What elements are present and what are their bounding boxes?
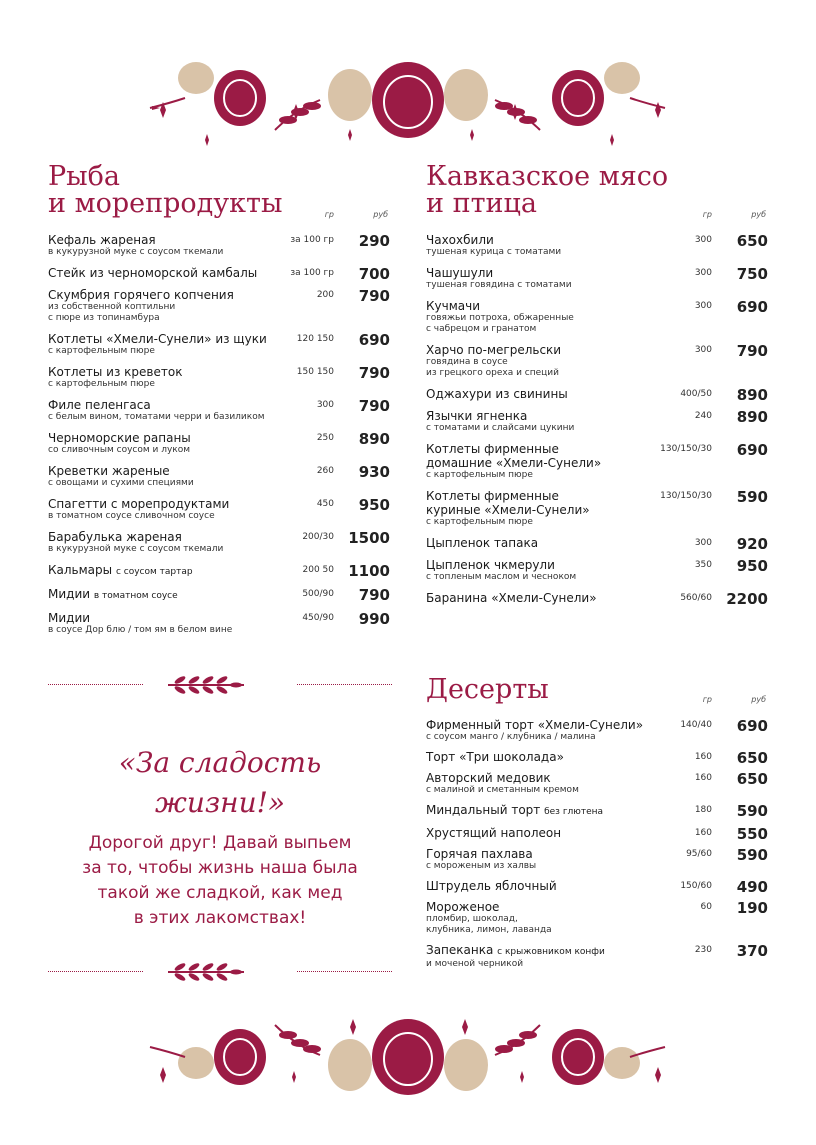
menu-item-desc: в кукурузной муке с соусом ткемали <box>48 544 224 554</box>
menu-item-desc: говяжьи потроха, обжаренные с чабрецом и гранатом <box>426 313 574 334</box>
menu-item-price: 1500 <box>348 529 390 547</box>
menu-item-price: 650 <box>736 749 768 767</box>
menu-item-title: Миндальный торт <box>426 803 541 817</box>
fish-unit-gr: гр <box>324 210 334 219</box>
menu-item-price: 790 <box>358 287 390 305</box>
menu-item-desc: с белым вином, томатами черри и базиликом <box>48 412 265 422</box>
menu-item-weight: 300 <box>316 400 334 410</box>
menu-item-weight: 60 <box>700 902 712 912</box>
fish-title-line1: Рыба <box>48 161 121 192</box>
menu-item-name <box>48 266 392 280</box>
menu-item-weight: 400/50 <box>680 389 712 399</box>
menu-item-price: 590 <box>736 802 768 820</box>
menu-item-title: Фирменный торт «Хмели-Сунели» <box>426 718 644 732</box>
menu-item <box>426 718 770 743</box>
menu-item-title: Котлеты из креветок <box>48 365 183 379</box>
menu-item-title: Кучмачи <box>426 299 481 313</box>
menu-item-title: Харчо по-мегрельски <box>426 343 562 357</box>
menu-item-weight: 500/90 <box>302 589 334 599</box>
menu-item-name <box>426 536 770 550</box>
menu-item-price: 790 <box>358 364 390 382</box>
menu-item-weight: 560/60 <box>680 593 712 603</box>
menu-item-price: 890 <box>736 386 768 404</box>
menu-item-price: 690 <box>736 298 768 316</box>
menu-item-weight: 95/60 <box>686 849 712 859</box>
menu-item-name <box>426 826 770 840</box>
menu-item-price: 890 <box>358 430 390 448</box>
menu-item-title: Цыпленок тапака <box>426 536 539 550</box>
menu-item <box>426 825 770 843</box>
menu-item-weight: 200 <box>316 290 334 300</box>
menu-item-price: 790 <box>358 397 390 415</box>
desserts-unit-gr: гр <box>702 695 712 704</box>
menu-item-title: Чашушули <box>426 266 494 280</box>
menu-item-name <box>48 431 392 445</box>
menu-item-desc: тушеная говядина с томатами <box>426 280 572 290</box>
menu-item-name <box>426 299 770 313</box>
menu-item-weight: 180 <box>694 805 712 815</box>
menu-item-price: 990 <box>358 610 390 628</box>
menu-item-name <box>426 489 770 517</box>
menu-item-desc: в соусе Дор блю / том ям в белом вине <box>48 625 233 635</box>
menu-item-name <box>48 497 392 511</box>
menu-item-desc: с картофельным пюре <box>426 470 533 480</box>
menu-item-title: Язычки ягненка <box>426 409 528 423</box>
menu-item-desc: с мороженым из халвы <box>426 861 537 871</box>
menu-item-weight: 140/40 <box>680 720 712 730</box>
menu-item-weight: 230 <box>694 945 712 955</box>
menu-item <box>426 803 770 819</box>
menu-item-title: Филе пеленгаса <box>48 398 151 412</box>
menu-item-price: 490 <box>736 878 768 896</box>
menu-item-title: Штрудель яблочный <box>426 879 557 893</box>
menu-item-name <box>48 288 392 302</box>
menu-item-weight: 120 150 <box>296 334 334 344</box>
menu-item-weight: 300 <box>694 268 712 278</box>
menu-item-price: 1100 <box>348 562 390 580</box>
menu-item-title: Барабулька жареная <box>48 530 182 544</box>
pomegranate-icon <box>178 1019 640 1095</box>
menu-item-price: 2200 <box>726 590 768 608</box>
menu-item-title: Кефаль жареная <box>48 233 156 247</box>
menu-item-desc: с топленым маслом и чесноком <box>426 572 577 582</box>
menu-item <box>48 265 392 283</box>
menu-item-price: 590 <box>736 846 768 864</box>
menu-item <box>426 386 770 404</box>
menu-item-weight: 200/30 <box>302 532 334 542</box>
quote-text-line1: Дорогой друг! Давай выпьем <box>88 833 352 853</box>
menu-item <box>426 749 770 767</box>
quote-text-line4: в этих лакомствах! <box>133 908 307 928</box>
menu-item-inline-desc: с соусом тартар <box>115 567 193 577</box>
menu-item-desc: со сливочным соусом и луком <box>48 445 191 455</box>
menu-item-name <box>426 943 770 959</box>
menu-item-name <box>48 464 392 478</box>
menu-item-weight: 160 <box>694 773 712 783</box>
menu-item-name <box>48 563 392 579</box>
quote-text-line3: такой же сладкой, как мед <box>97 883 343 903</box>
menu-item-weight: 350 <box>694 560 712 570</box>
menu-item <box>426 409 770 434</box>
menu-item-inline-desc: с крыжовником конфи <box>497 947 605 957</box>
menu-item-price: 790 <box>358 586 390 604</box>
quote-block <box>48 743 392 931</box>
top-ornament <box>0 40 816 150</box>
menu-item-name <box>426 387 770 401</box>
meat-section <box>426 161 770 608</box>
menu-item <box>48 497 392 522</box>
menu-item-title: Запеканка <box>426 943 494 957</box>
menu-item-desc: с картофельным пюре <box>426 517 533 527</box>
menu-item-desc: в томатном соусе сливочном соусе <box>48 511 215 521</box>
menu-item <box>48 398 392 423</box>
menu-item-price: 370 <box>736 942 768 960</box>
menu-item-title: Мидии <box>48 587 91 601</box>
fish-section <box>48 163 392 636</box>
menu-item-weight: 150/60 <box>680 881 712 891</box>
menu-item-title: Котлеты «Хмели-Сунели» из щуки <box>48 332 267 346</box>
menu-item <box>426 442 770 481</box>
menu-item <box>48 233 392 258</box>
menu-item-weight: 160 <box>694 828 712 838</box>
menu-item-weight: 150 150 <box>296 367 334 377</box>
menu-item-name <box>426 233 770 247</box>
menu-item <box>426 590 770 608</box>
menu-item-weight: за 100 гр <box>290 268 334 278</box>
menu-item-name <box>48 587 392 603</box>
menu-item-price: 950 <box>358 496 390 514</box>
menu-item-price: 290 <box>358 232 390 250</box>
menu-item-price: 190 <box>736 899 768 917</box>
menu-item-name <box>426 591 770 605</box>
menu-item-title: Кальмары <box>48 563 113 577</box>
menu-item-price: 650 <box>736 232 768 250</box>
menu-item-name <box>426 803 770 819</box>
menu-item <box>426 343 770 379</box>
menu-item-inline-desc: в томатном соусе <box>93 591 178 601</box>
menu-item-name <box>426 879 770 893</box>
menu-item-weight: 300 <box>694 538 712 548</box>
fish-unit-rub: руб <box>373 210 388 219</box>
desserts-unit-rub: руб <box>751 695 766 704</box>
menu-item <box>48 587 392 603</box>
menu-item <box>426 771 770 796</box>
menu-item-name <box>48 332 392 346</box>
menu-item-title: Спагетти с морепродуктами <box>48 497 230 511</box>
menu-item-title: Баранина «Хмели-Сунели» <box>426 591 597 605</box>
menu-item <box>426 878 770 896</box>
menu-item-weight: 130/150/30 <box>660 444 712 454</box>
menu-item-price: 950 <box>736 557 768 575</box>
menu-item-name <box>426 718 770 732</box>
menu-item-title: Котлеты фирменные куриные «Хмели-Сунели» <box>426 489 590 517</box>
menu-item-weight: 250 <box>316 433 334 443</box>
menu-item-weight: 240 <box>694 411 712 421</box>
menu-item-title: Авторский медовик <box>426 771 551 785</box>
menu-item-desc: говядина в соусе из грецкого ореха и специй <box>426 357 560 378</box>
meat-title-line1: Кавказское мясо <box>426 161 669 192</box>
menu-item-title: Черноморские рапаны <box>48 431 191 445</box>
menu-item-name <box>48 233 392 247</box>
menu-item-title: Оджахури из свинины <box>426 387 568 401</box>
menu-item <box>426 266 770 291</box>
menu-item-desc: с картофельным пюре <box>48 346 155 356</box>
menu-item-title: Мороженое <box>426 900 500 914</box>
fish-title-line2: и морепродукты <box>48 188 283 219</box>
menu-item-title: Цыпленок чкмерули <box>426 558 555 572</box>
desserts-section <box>426 676 770 970</box>
menu-item-desc: и моченой черникой <box>426 959 524 969</box>
menu-item-desc: с томатами и слайсами цукини <box>426 423 575 433</box>
menu-item-weight: 300 <box>694 301 712 311</box>
meat-unit-gr: гр <box>702 210 712 219</box>
menu-item-name <box>48 611 392 625</box>
menu-item-desc: с соусом манго / клубника / малина <box>426 732 596 742</box>
menu-item <box>426 535 770 553</box>
menu-item <box>48 365 392 390</box>
menu-item-name <box>48 530 392 544</box>
leaf-branch-icon <box>166 962 246 982</box>
menu-item <box>48 464 392 489</box>
menu-item-price: 690 <box>736 717 768 735</box>
menu-item-name <box>426 771 770 785</box>
menu-item <box>48 431 392 456</box>
menu-item-name <box>426 343 770 357</box>
menu-item <box>426 489 770 528</box>
menu-item-price: 920 <box>736 535 768 553</box>
menu-item-name <box>426 266 770 280</box>
menu-item-title: Мидии <box>48 611 91 625</box>
menu-item <box>48 332 392 357</box>
menu-item-weight: 300 <box>694 235 712 245</box>
menu-item-title: Креветки жареные <box>48 464 170 478</box>
meat-unit-rub: руб <box>751 210 766 219</box>
quote-text-line2: за то, чтобы жизнь наша была <box>82 858 358 878</box>
leaf-branch-icon <box>166 675 246 695</box>
menu-item-name <box>426 750 770 764</box>
menu-item-price: 690 <box>736 441 768 459</box>
menu-item <box>48 288 392 324</box>
menu-item-title: Хрустящий наполеон <box>426 826 562 840</box>
menu-item-desc: с овощами и сухими специями <box>48 478 194 488</box>
menu-item-title: Котлеты фирменные домашние «Хмели-Сунели» <box>426 442 602 470</box>
menu-item-weight: 200 50 <box>302 565 334 575</box>
menu-item-price: 890 <box>736 408 768 426</box>
bottom-ornament <box>0 1005 816 1115</box>
menu-item <box>426 299 770 335</box>
menu-item-name <box>426 409 770 423</box>
menu-item-price: 590 <box>736 488 768 506</box>
divider-bottom <box>48 962 392 982</box>
menu-item-weight: за 100 гр <box>290 235 334 245</box>
menu-item-title: Чахохбили <box>426 233 494 247</box>
menu-item-price: 700 <box>358 265 390 283</box>
menu-item-desc: с картофельным пюре <box>48 379 155 389</box>
menu-item-weight: 450/90 <box>302 613 334 623</box>
menu-item-desc: с малиной и сметанным кремом <box>426 785 579 795</box>
menu-item-name <box>426 847 770 861</box>
menu-item-name <box>48 398 392 412</box>
desserts-title: Десерты <box>426 674 549 705</box>
menu-item-weight: 300 <box>694 345 712 355</box>
quote-title-line1: «За сладость <box>118 746 322 779</box>
menu-item-name <box>426 442 770 470</box>
menu-item-price: 550 <box>736 825 768 843</box>
menu-item <box>426 558 770 583</box>
menu-item <box>426 943 770 970</box>
menu-item-name <box>426 900 770 914</box>
menu-item-title: Горячая пахлава <box>426 847 533 861</box>
menu-item-desc: в кукурузной муке с соусом ткемали <box>48 247 224 257</box>
quote-title-line2: жизни!» <box>155 786 285 819</box>
menu-item <box>426 847 770 872</box>
menu-item <box>426 233 770 258</box>
menu-item-price: 650 <box>736 770 768 788</box>
menu-item-price: 790 <box>736 342 768 360</box>
menu-item-name <box>426 558 770 572</box>
menu-item-desc: из собственной коптильни с пюре из топинамбура <box>48 302 176 323</box>
divider-top <box>48 675 392 695</box>
menu-item <box>426 900 770 936</box>
pomegranate-icon <box>178 62 640 138</box>
menu-item-price: 930 <box>358 463 390 481</box>
menu-item-title: Скумбрия горячего копчения <box>48 288 234 302</box>
menu-item-weight: 260 <box>316 466 334 476</box>
menu-item <box>48 563 392 579</box>
menu-item <box>48 611 392 636</box>
menu-item-inline-desc: без глютена <box>544 807 604 817</box>
menu-item-desc: тушеная курица с томатами <box>426 247 562 257</box>
menu-item-price: 750 <box>736 265 768 283</box>
menu-item-title: Торт «Три шоколада» <box>426 750 564 764</box>
menu-item-weight: 450 <box>316 499 334 509</box>
menu-item-weight: 130/150/30 <box>660 491 712 501</box>
meat-title-line2: и птица <box>426 188 537 219</box>
menu-item <box>48 530 392 555</box>
menu-item-weight: 160 <box>694 752 712 762</box>
menu-item-desc: пломбир, шоколад, клубника, лимон, лаванда <box>426 914 552 935</box>
menu-item-price: 690 <box>358 331 390 349</box>
menu-item-title: Стейк из черноморской камбалы <box>48 266 258 280</box>
menu-item-name <box>48 365 392 379</box>
